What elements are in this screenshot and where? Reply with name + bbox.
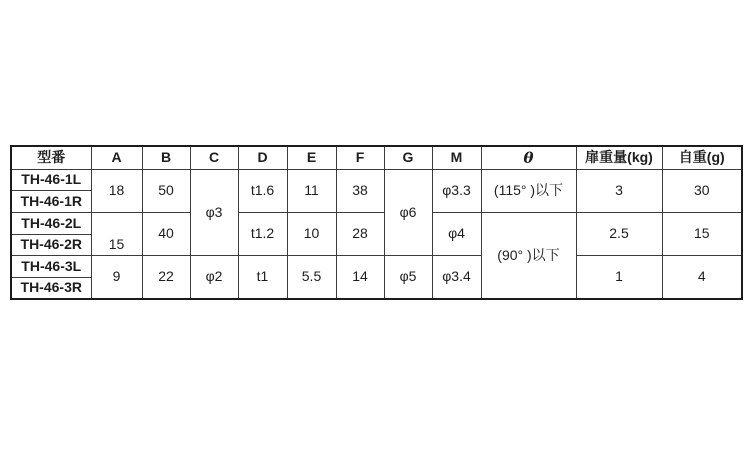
header-a: A (91, 146, 142, 169)
cell-c-14: φ3 (190, 169, 238, 256)
header-f: F (336, 146, 384, 169)
header-g: G (384, 146, 432, 169)
cell-b-12: 50 (142, 169, 190, 212)
cell-d-12: t1.6 (238, 169, 287, 212)
cell-f-34: 28 (336, 212, 384, 255)
cell-e-56: 5.5 (287, 256, 336, 299)
cell-theta-12: (115° )以下 (481, 169, 576, 212)
table-row-th-46-1l (11, 169, 742, 191)
cell-e-12: 11 (287, 169, 336, 212)
cell-model-1l: TH-46-1L (11, 169, 91, 191)
cell-e-34: 10 (287, 212, 336, 255)
header-c: C (190, 146, 238, 169)
table-row-th-46-3l (11, 256, 742, 278)
spec-table (10, 145, 743, 300)
header-self-weight: 自重(g) (662, 146, 742, 169)
cell-g-14: φ6 (384, 169, 432, 256)
header-m: M (432, 146, 481, 169)
cell-f-12: 38 (336, 169, 384, 212)
header-door-weight: 扉重量(kg) (576, 146, 662, 169)
cell-d-34: t1.2 (238, 212, 287, 255)
cell-door-34: 2.5 (576, 212, 662, 255)
cell-door-56: 1 (576, 256, 662, 299)
cell-m-12: φ3.3 (432, 169, 481, 212)
header-theta: θ (481, 146, 576, 169)
header-d: D (238, 146, 287, 169)
cell-model-2r: TH-46-2R (11, 234, 91, 256)
cell-model-2l: TH-46-2L (11, 212, 91, 234)
cell-self-56: 4 (662, 256, 742, 299)
cell-a-56: 9 (91, 256, 142, 299)
cell-b-34: 40 (142, 212, 190, 255)
cell-model-1r: TH-46-1R (11, 191, 91, 213)
cell-self-34: 15 (662, 212, 742, 255)
header-row (11, 146, 742, 169)
cell-d-56: t1 (238, 256, 287, 299)
cell-g-56: φ5 (384, 256, 432, 299)
header-b: B (142, 146, 190, 169)
cell-m-34: φ4 (432, 212, 481, 255)
header-e: E (287, 146, 336, 169)
cell-b-56: 22 (142, 256, 190, 299)
cell-a-12: 18 (91, 169, 142, 212)
cell-theta-36: (90° )以下 (481, 212, 576, 299)
cell-m-56: φ3.4 (432, 256, 481, 299)
cell-model-3l: TH-46-3L (11, 256, 91, 278)
header-model: 型番 (11, 146, 91, 169)
cell-model-3r: TH-46-3R (11, 277, 91, 299)
cell-c-56: φ2 (190, 256, 238, 299)
table-row-th-46-2l (11, 212, 742, 234)
cell-self-12: 30 (662, 169, 742, 212)
cell-door-12: 3 (576, 169, 662, 212)
cell-a-34: 15 (91, 212, 142, 255)
cell-f-56: 14 (336, 256, 384, 299)
